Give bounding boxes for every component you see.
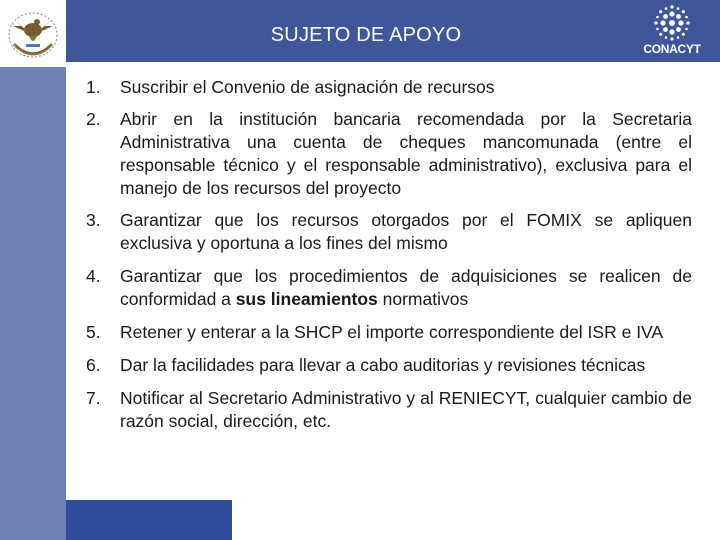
item-number: 2. bbox=[86, 109, 101, 129]
item-number: 6. bbox=[86, 355, 101, 375]
requirements-list bbox=[86, 76, 692, 433]
item-text: Retener y enterar a la SHCP el importe correspondiente del ISR e IVA bbox=[120, 322, 664, 342]
list-item bbox=[86, 76, 692, 99]
item-number: 3. bbox=[86, 210, 101, 230]
list-item bbox=[86, 387, 692, 433]
page-title: SUJETO DE APOYO bbox=[270, 24, 462, 46]
item-text: Garantizar que los procedimientos de adquisiciones se realicen de conformidad a sus lineamientos normativos bbox=[120, 266, 692, 309]
seal-box bbox=[0, 0, 66, 67]
item-number: 4. bbox=[86, 266, 101, 286]
bottom-decorative-bar bbox=[66, 500, 232, 540]
conacyt-logo-text: CONACYT bbox=[643, 42, 701, 56]
list-item bbox=[86, 321, 692, 344]
item-text: Garantizar que los recursos otorgados por el FOMIX se apliquen exclusiva y oportuna a los fines del mismo bbox=[120, 210, 692, 253]
list-item bbox=[86, 108, 692, 200]
item-text: Abrir en la institución bancaria recomendada por la Secretaria Administrativa una cuenta de cheques mancomunada (entre el responsable técnico y el responsable administrativo), exclusiva para el manejo de los recursos del proyecto bbox=[120, 109, 692, 198]
left-decorative-bar bbox=[0, 67, 66, 540]
header-divider bbox=[66, 62, 720, 66]
item-number: 1. bbox=[86, 77, 101, 97]
item-bold-text: sus lineamientos bbox=[235, 289, 378, 309]
list-item bbox=[86, 265, 692, 311]
item-text: Dar la facilidades para llevar a cabo auditorias y revisiones técnicas bbox=[120, 355, 646, 375]
mexico-coat-of-arms-icon bbox=[0, 0, 66, 67]
conacyt-logo-icon bbox=[632, 5, 712, 59]
item-text: Suscribir el Convenio de asignación de recursos bbox=[120, 77, 495, 97]
list-item bbox=[86, 209, 692, 255]
list-item bbox=[86, 354, 692, 377]
item-number: 5. bbox=[86, 322, 101, 342]
item-number: 7. bbox=[86, 388, 101, 408]
item-text: Notificar al Secretario Administrativo y al RENIECYT, cualquier cambio de razón social, dirección, etc. bbox=[120, 388, 692, 431]
slide-header bbox=[66, 0, 720, 62]
